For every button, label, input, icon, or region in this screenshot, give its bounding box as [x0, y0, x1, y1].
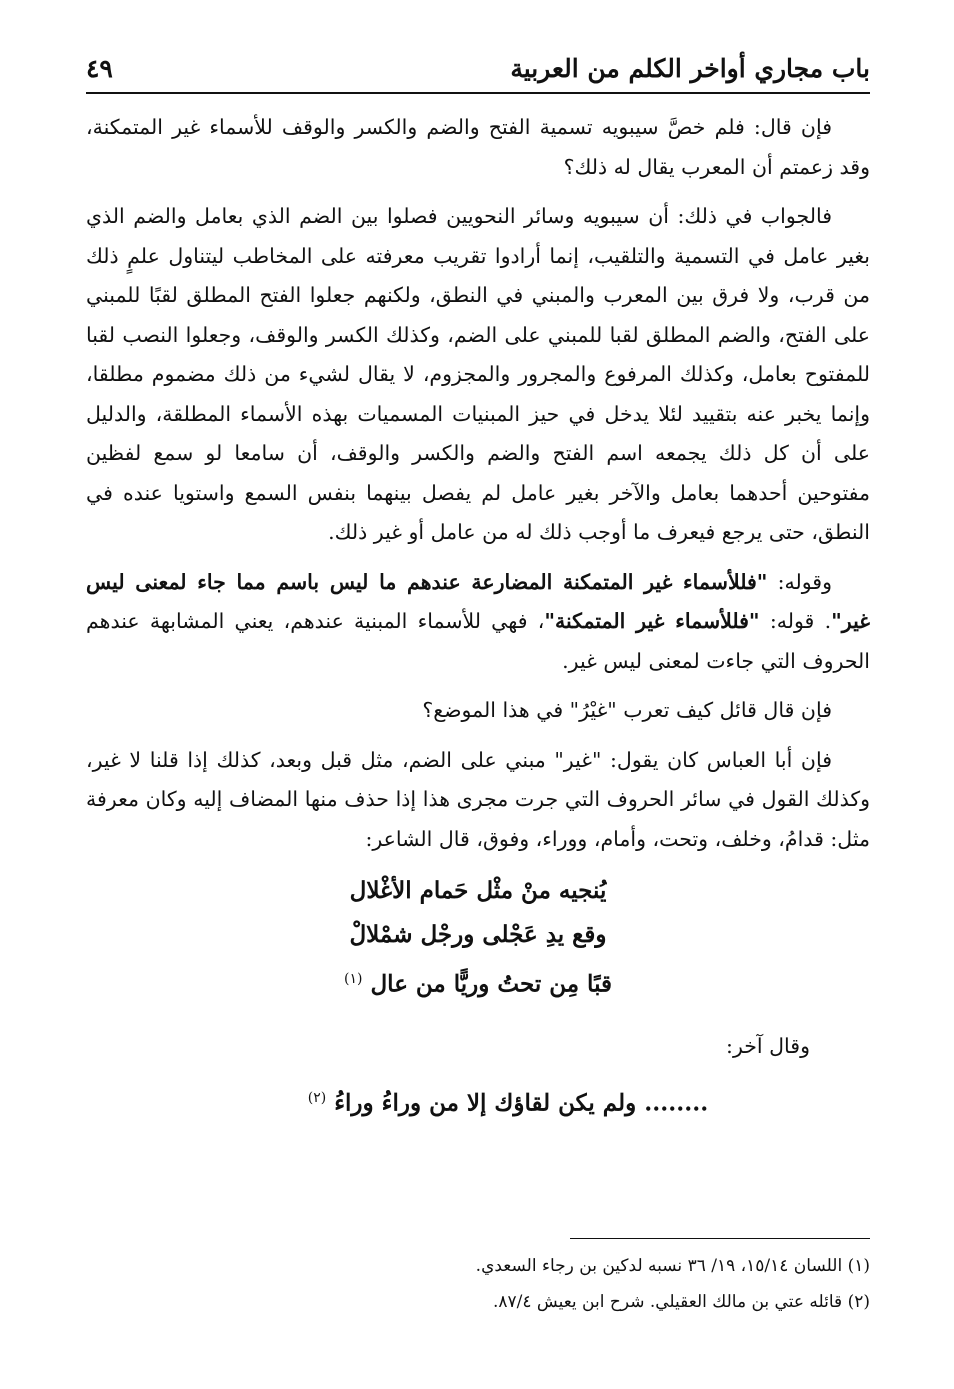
paragraph-question-ghair: فإن قال قائل كيف تعرب "غيْرُ" في هذا الموضع؟: [422, 698, 832, 722]
footnote-1: (١) اللسان ١٥/١٤، ١٩/ ٣٦ نسبه لدكين بن رجاء السعدي.: [475, 1256, 870, 1276]
paragraph-abu-abbas: فإن أبا العباس كان يقول: "غير" مبني على الضم، مثل قبل وبعد، كذلك إذا قلنا لا غير، وكذلك القول في سائر الحروف التي جرت مجرى هذا إذا حذف منها المضاف إليه وكان معرفة مثل: قدامُ، وخلف، وتحت، وأمام، ووراء، وفوق، قال الشاعر:: [86, 747, 870, 851]
footnotes: [86, 1248, 870, 1320]
verse-line-with-note: [86, 957, 870, 1007]
verse-block-2: [146, 1076, 870, 1126]
verse-line: يُنجيه منْ مثْل حَمام الأغْلال: [349, 877, 607, 904]
footnote-rule: [570, 1238, 870, 1239]
paragraph-answer: فالجواب في ذلك: أن سيبويه وسائر النحويين فصلوا بين الضم الذي بعامل والضم الذي بغير عامل في التسمية والتلقيب، إنما أرادوا تقريب معرفته على المخاطب ليتناول علمٍ ذلك من قرب، ولا فرق بين المعرب والمبني في النطق، ولكنهم جعلوا الفتح المطلق لقبًا للمبني على الفتح، والضم المطلق لقبا للمبني على الضم، وكذلك الكسر والوقف، وجعلوا النصب لقبا للمفتوح بعامل، وكذلك المرفوع والمجرور والمجزوم، لا يقال لشيء من ذلك مضموم مطلقا، وإنما يخبر عنه بتقييد لئلا يدخل في حيز المبنيات المسميات بهذه الأسماء المطلقة، والدليل على أن كل ذلك يجمعه اسم الفتح والضم والكسر والوقف، أن سامعا لو سمع لفظين مفتوحين أحدهما بعامل والآخر بغير عامل لم يفصل بينهما بنفس السمع واستويا عنده في النطق، حتى يرجع فيعرف ما أوجب ذلك له من عامل أو غير ذلك.: [86, 204, 870, 544]
verse-line-text: ........ ولم يكن لقاؤك إلا من وراءُ وراءُ: [334, 1089, 709, 1117]
page-body: [86, 108, 870, 1126]
page-header: [86, 52, 870, 92]
verse-line-text: قبًا مِن تحتُ وريًّا من عال: [370, 970, 613, 998]
quote-text: "فللأسماء غير المتمكنة المضارعة عندهم ما ليس باسم مما جاء لمعنى ليس غير": [86, 569, 870, 633]
footnote-2: (٢) قائله عتي بن مالك العقيلي. شرح ابن يعيش ٨٧/٤.: [492, 1292, 870, 1312]
paragraph-quote: [86, 563, 870, 682]
footnote-marker-1: (١): [343, 971, 363, 987]
quote-mid: . قوله:: [759, 609, 832, 633]
quote-intro: وقوله:: [767, 569, 832, 594]
paragraph-question: فإن قال: فلم خصَّ سيبويه تسمية الفتح والضم والكسر والوقف للأسماء غير المتمكنة، وقد زعمتم أن المعرب يقال له ذلك؟: [86, 115, 870, 179]
page-number: ٤٩: [86, 54, 113, 83]
quote-rest: ، فهي للأسماء المبنية عندهم، يعني المشابهة عندهم الحروف التي جاءت لمعنى ليس غير.: [86, 609, 870, 673]
another-poet-lead: وقال آخر:: [726, 1033, 810, 1058]
verse-block-1: [86, 869, 870, 1007]
running-title: باب مجاري أواخر الكلم من العربية: [510, 54, 870, 83]
verse-line: وقع يدِ عَجْلى ورجْل شمْلالْ: [349, 921, 607, 948]
header-rule: [86, 92, 870, 94]
footnote-marker-2: (٢): [307, 1090, 327, 1107]
quote-text-2: "فللأسماء غير المتمكنة": [544, 609, 760, 633]
